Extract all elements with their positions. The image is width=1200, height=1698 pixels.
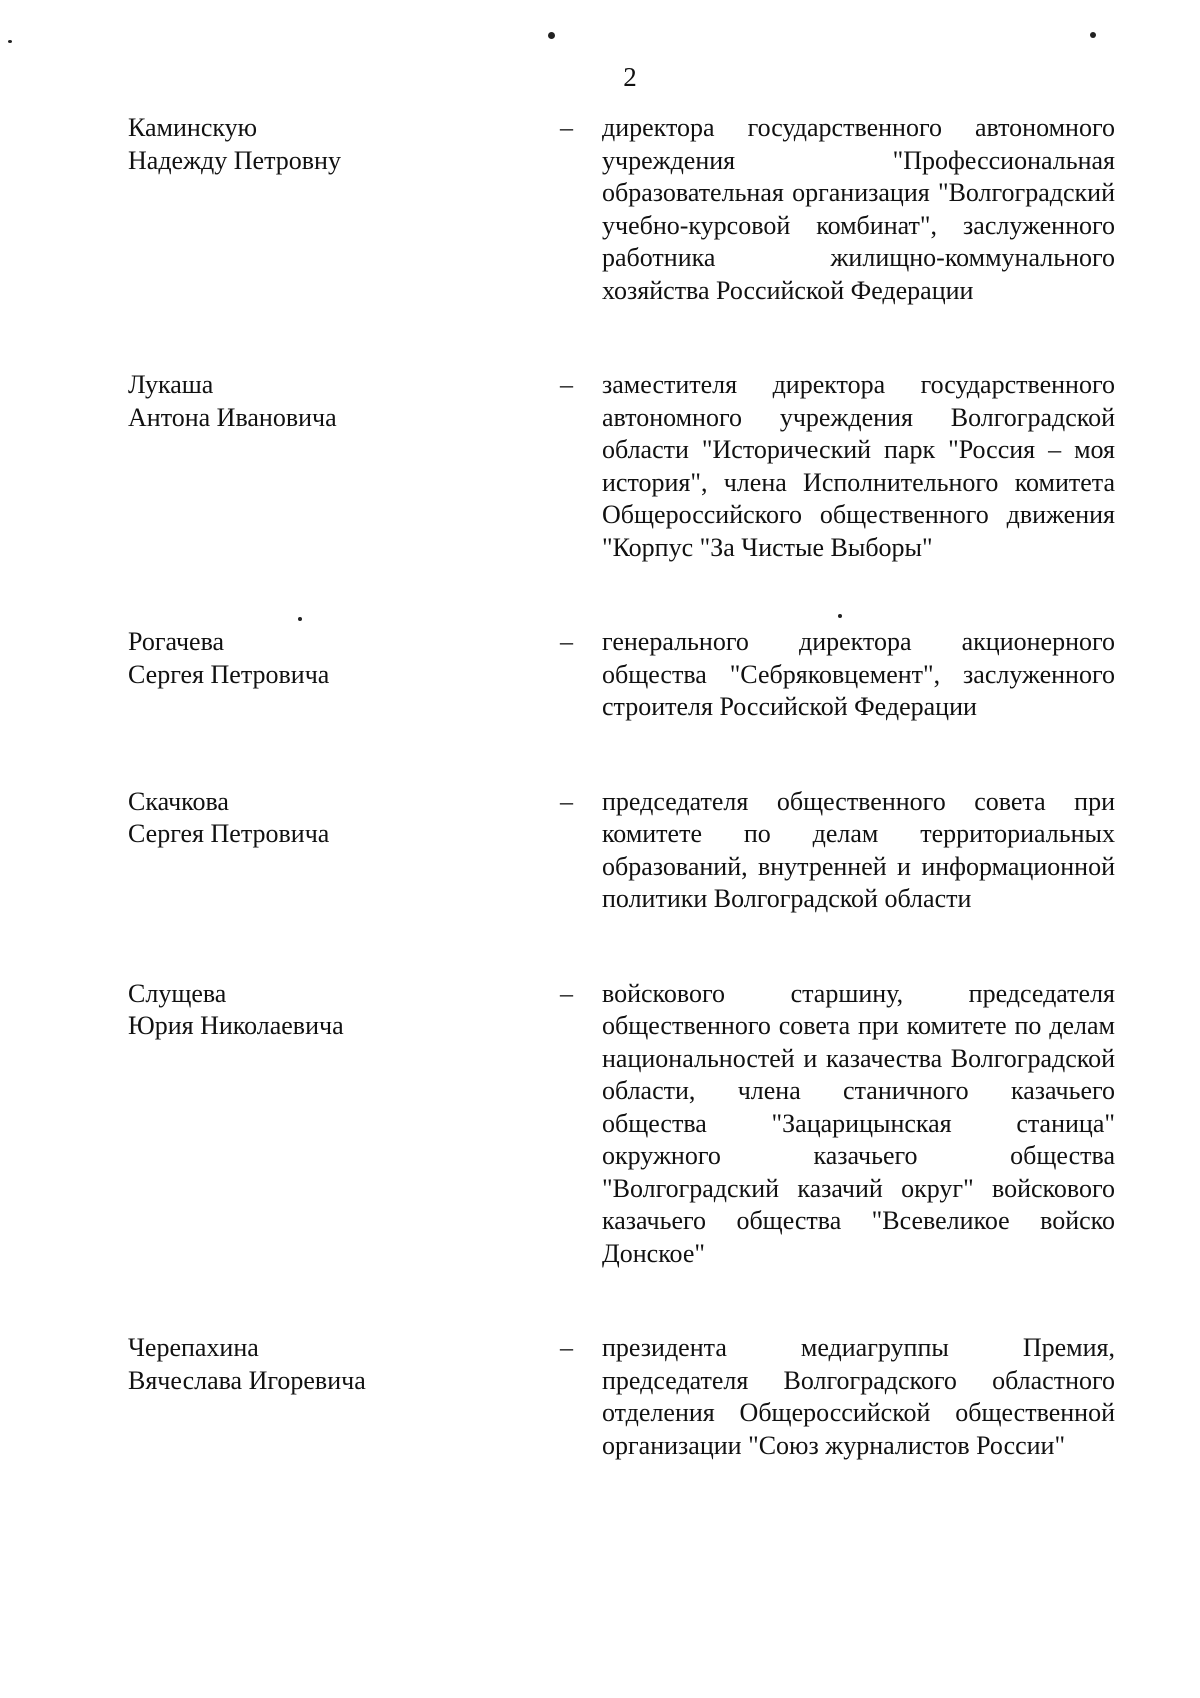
dash-separator: – (560, 370, 573, 399)
person-position: генерального директора акционерного общества "Себряковцемент", заслуженного строителя Российской Федерации (602, 627, 1115, 721)
person-position: председателя общественного совета при комитете по делам территориальных образований, внутренней и информационной политики Волгоградской области (602, 786, 1115, 913)
person-surname: Лукаша (128, 370, 214, 399)
person-position: директора государственного автономного учреждения "Профессиональная образовательная организация "Волгоградский учебно-курсовой комбинат", заслуженного работника жилищно-коммунального хозяйства Российской Федерации (602, 113, 1115, 305)
person-position: президента медиагруппы Премия, председателя Волгоградского областного отделения Общероссийской общественной организации "Союз журналистов России" (602, 1333, 1115, 1460)
appointee-list (128, 112, 1118, 1524)
list-item (128, 1332, 1118, 1462)
scan-speck (548, 32, 555, 39)
person-position: войскового старшину, председателя общественного совета при комитете по делам национальностей и казачества Волгоградской области, члена станичного казачьего общества "Зацарицынская станица" окружного казачьего общества "Волгоградский казачий округ" войскового казачьего общества "Всевеликое войско Донское" (602, 978, 1115, 1268)
person-name (128, 786, 548, 851)
dash-separator: – (560, 978, 573, 1008)
dash-separator: – (560, 113, 573, 142)
person-surname: Каминскую (128, 113, 258, 142)
person-surname: Скачкова (128, 786, 229, 816)
scan-speck (8, 40, 12, 43)
person-surname: Рогачева (128, 627, 225, 656)
person-given-names: Антона Ивановича (128, 402, 337, 432)
list-item (128, 369, 1118, 564)
list-item (128, 112, 1118, 307)
person-surname: Черепахина (128, 1333, 259, 1362)
person-given-names: Вячеслава Игоревича (128, 1365, 366, 1395)
person-surname: Слущева (128, 978, 227, 1008)
scan-speck (1090, 32, 1096, 38)
dash-separator: – (560, 627, 573, 656)
person-name (128, 112, 548, 177)
person-name (128, 626, 548, 691)
list-item (128, 786, 1118, 916)
page-number: 2 (623, 62, 637, 92)
person-given-names: Сергея Петровича (128, 819, 330, 848)
person-given-names: Юрия Николаевича (128, 1011, 344, 1040)
person-given-names: Надежду Петровну (128, 145, 341, 175)
person-position: заместителя директора государственного автономного учреждения Волгоградской области "Исторический парк "Россия – моя история", члена Исполнительного комитета Общероссийского общественного движения "Корпус "За Чистые Выборы" (602, 370, 1115, 562)
person-name (128, 978, 548, 1043)
dash-separator: – (560, 1333, 573, 1362)
person-name (128, 1332, 548, 1397)
person-given-names: Сергея Петровича (128, 659, 330, 689)
list-item (128, 978, 1118, 1271)
list-item (128, 626, 1118, 724)
dash-separator: – (560, 786, 573, 816)
person-name (128, 369, 548, 434)
